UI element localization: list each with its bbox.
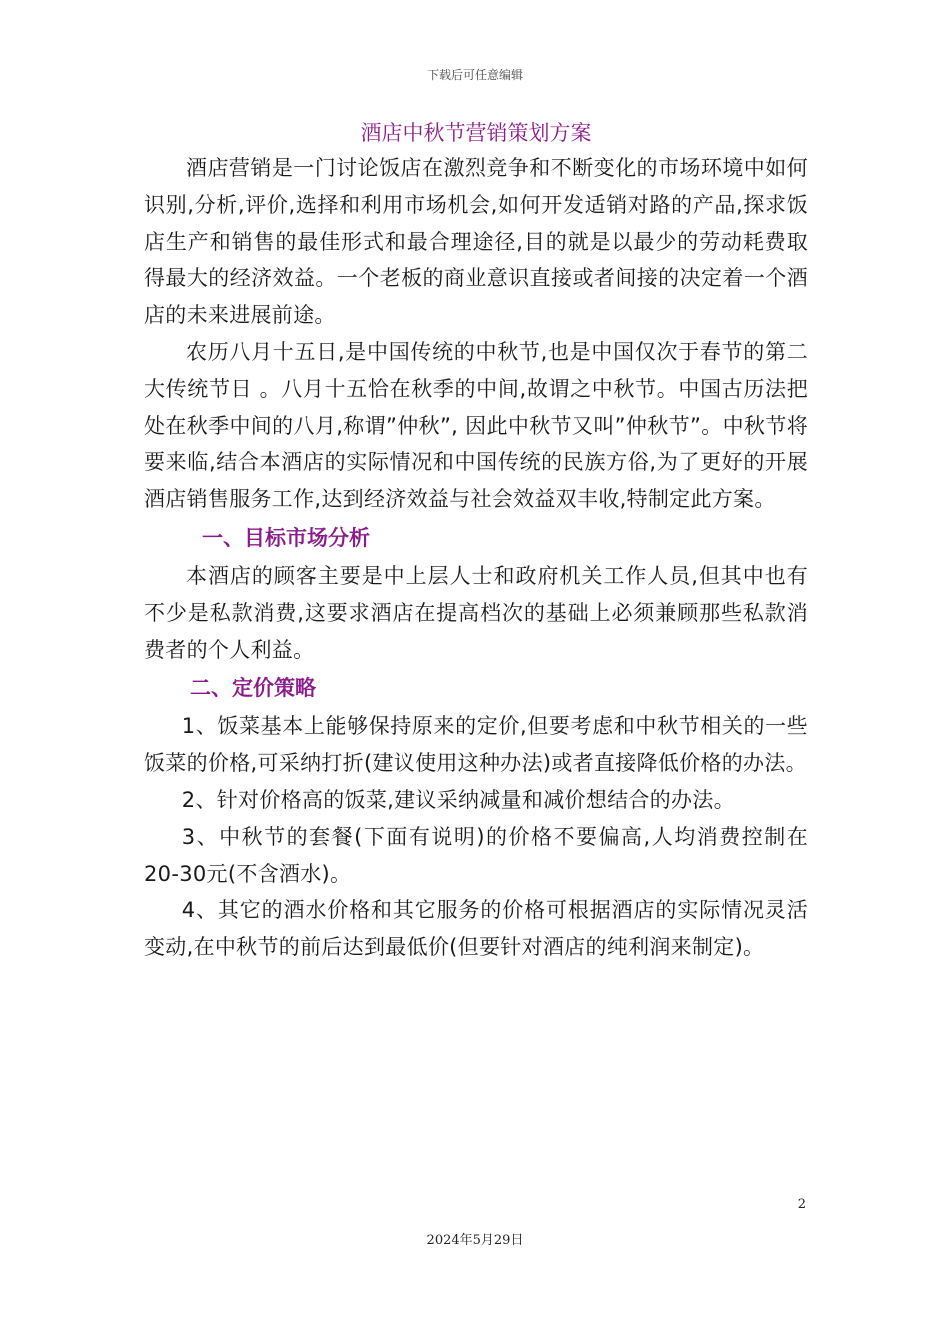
header-note: 下载后可任意编辑 — [426, 68, 523, 82]
section-heading-target-market: 一、目标市场分析 — [202, 525, 370, 550]
section-paragraph: 本酒店的顾客主要是中上层人士和政府机关工作人员,但其中也有不少是私款消费,这要求酒店在提高档次的基础上必须兼顾那些私款消费者的个人利益。 — [144, 563, 808, 662]
pricing-item: 2、针对价格高的饭菜,建议采纳减量和减价想结合的办法。 — [181, 787, 735, 812]
pricing-item: 1、饭菜基本上能够保持原来的定价,但要考虑和中秋节相关的一些饭菜的价格,可采纳打折(建议使用这种办法)或者直接降低价格的办法。 — [144, 714, 808, 776]
document-body — [144, 116, 808, 966]
pricing-item: 4、其它的酒水价格和其它服务的价格可根据酒店的实际情况灵活变动,在中秋节的前后达到最低价(但要针对酒店的纯利润来制定)。 — [144, 898, 808, 960]
intro-paragraph: 酒店营销是一门讨论饭店在激烈竞争和不断变化的市场环境中如何识别,分析,评价,选择和利用市场机会,如何开发适销对路的产品,探求饭店生产和销售的最佳形式和最合理途径,目的就是以最少的劳动耗费取得最大的经济效益。一个老板的商业意识直接或者间接的决定着一个酒店的未来进展前途。 — [144, 156, 808, 328]
section-heading-pricing: 二、定价策略 — [190, 676, 316, 701]
document-title: 酒店中秋节营销策划方案 — [360, 121, 592, 145]
footer-date: 2024年5月29日 — [426, 1233, 524, 1248]
page-number: 2 — [797, 1197, 806, 1212]
intro-paragraph: 农历八月十五日,是中国传统的中秋节,也是中国仅次于春节的第二大传统节日 。八月十五恰在秋季的中间,故谓之中秋节。中国古历法把处在秋季中间的八月,称谓”仲秋”, 因此中秋节又叫”仲秋节”。中秋节将要来临,结合本酒店的实际情况和中国传统的民族方俗,为了更好的开展酒店销售服务工作,达到经济效益与社会效益双丰收,特制定此方案。 — [144, 339, 808, 512]
pricing-item: 3、中秋节的套餐(下面有说明)的价格不要偏高,人均消费控制在20-30元(不含酒水)。 — [144, 824, 808, 886]
